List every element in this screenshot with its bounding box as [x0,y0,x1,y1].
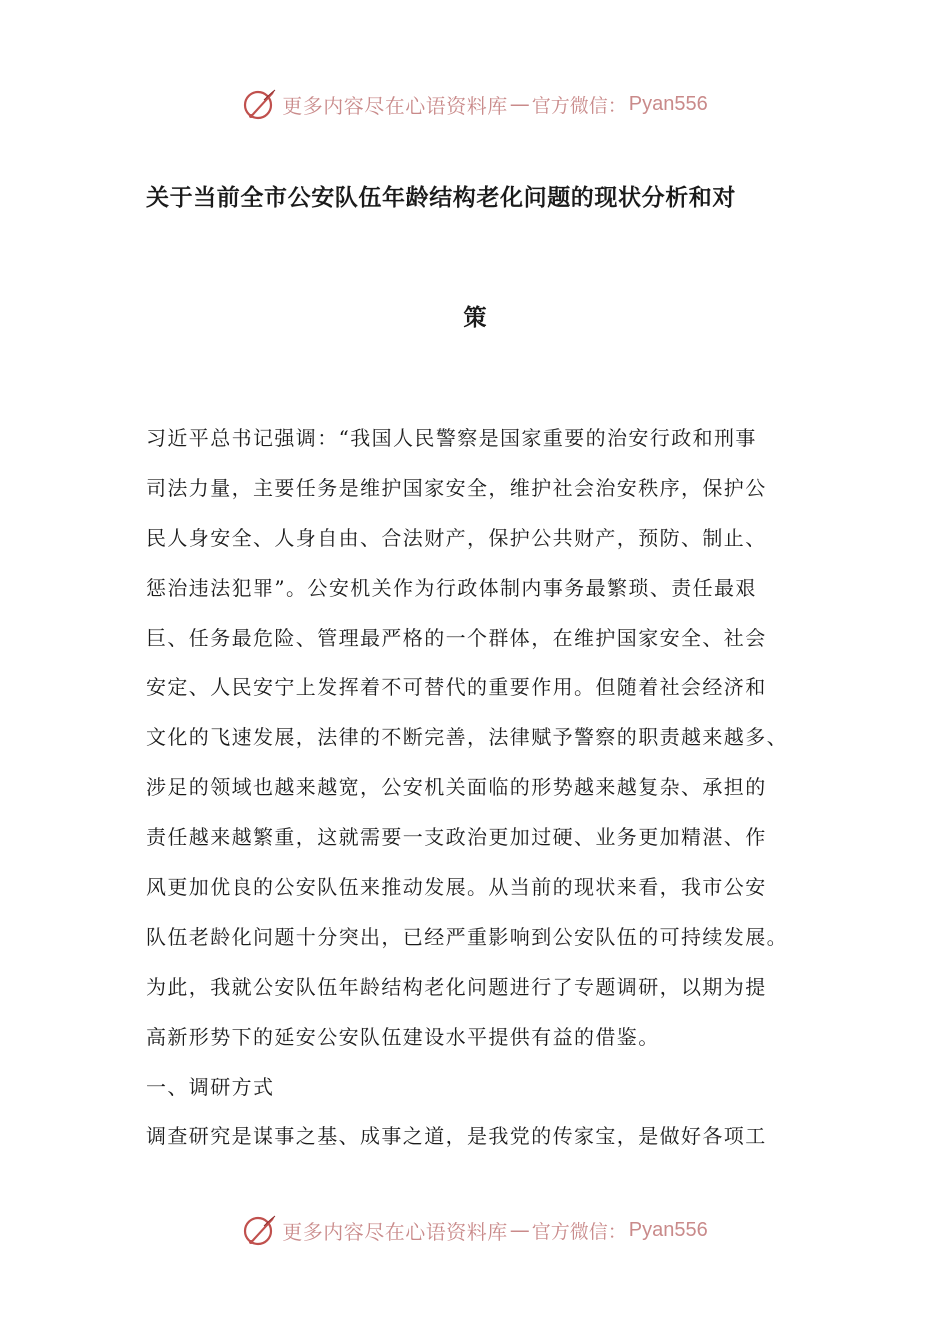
body-line: 文化的飞速发展，法律的不断完善，法律赋予警察的职责越来越多、 [146,725,788,750]
header-watermark [0,84,950,124]
watermark-separator: — [509,1218,530,1242]
watermark-wechat-id: Pyan556 [628,92,708,115]
body-line: 民人身安全、人身自由、合法财产，保护公共财产，预防、制止、 [146,525,767,550]
body-line: 惩治违法犯罪”。公安机关作为行政体制内事务最繁琐、责任最艰 [146,575,757,600]
body-line: 责任越来越繁重，这就需要一支政治更加过硬、业务更加精湛、作 [146,825,767,850]
quill-logo-icon [242,86,278,122]
document-body [146,414,818,1162]
body-line: 巨、任务最危险、管理最严格的一个群体，在维护国家安全、社会 [146,625,767,650]
quill-logo-icon [242,1212,278,1248]
section-heading: 一、调研方式 [146,1074,275,1099]
body-line: 为此，我就公安队伍年龄结构老化问题进行了专题调研，以期为提 [146,974,767,999]
watermark-brand: 更多内容尽在心语资料库 [282,93,508,118]
body-line: 安定、人民安宁上发挥着不可替代的重要作用。但随着社会经济和 [146,675,767,700]
body-line: 高新形势下的延安公安队伍建设水平提供有益的借鉴。 [146,1024,660,1049]
watermark-wechat-id: Pyan556 [628,1218,708,1241]
watermark-wechat-label: 官方微信： [531,94,627,117]
body-line: 习近平总书记强调：“我国人民警察是国家重要的治安行政和刑事 [146,426,757,450]
body-line: 队伍老龄化问题十分突出，已经严重影响到公安队伍的可持续发展。 [146,924,788,949]
document-title-continuation: 策 [463,305,487,331]
body-line: 调查研究是谋事之基、成事之道，是我党的传家宝，是做好各项工 [146,1124,767,1149]
watermark-brand: 更多内容尽在心语资料库 [282,1219,508,1244]
document-title: 关于当前全市公安队伍年龄结构老化问题的现状分析和对 [146,185,736,211]
watermark-wechat-label: 官方微信： [531,1220,627,1243]
footer-watermark [0,1210,950,1250]
body-line: 风更加优良的公安队伍来推动发展。从当前的现状来看，我市公安 [146,875,767,900]
body-line: 涉足的领域也越来越宽，公安机关面临的形势越来越复杂、承担的 [146,775,767,800]
watermark-separator: — [509,92,530,116]
body-line: 司法力量，主要任务是维护国家安全，维护社会治安秩序，保护公 [146,475,767,500]
